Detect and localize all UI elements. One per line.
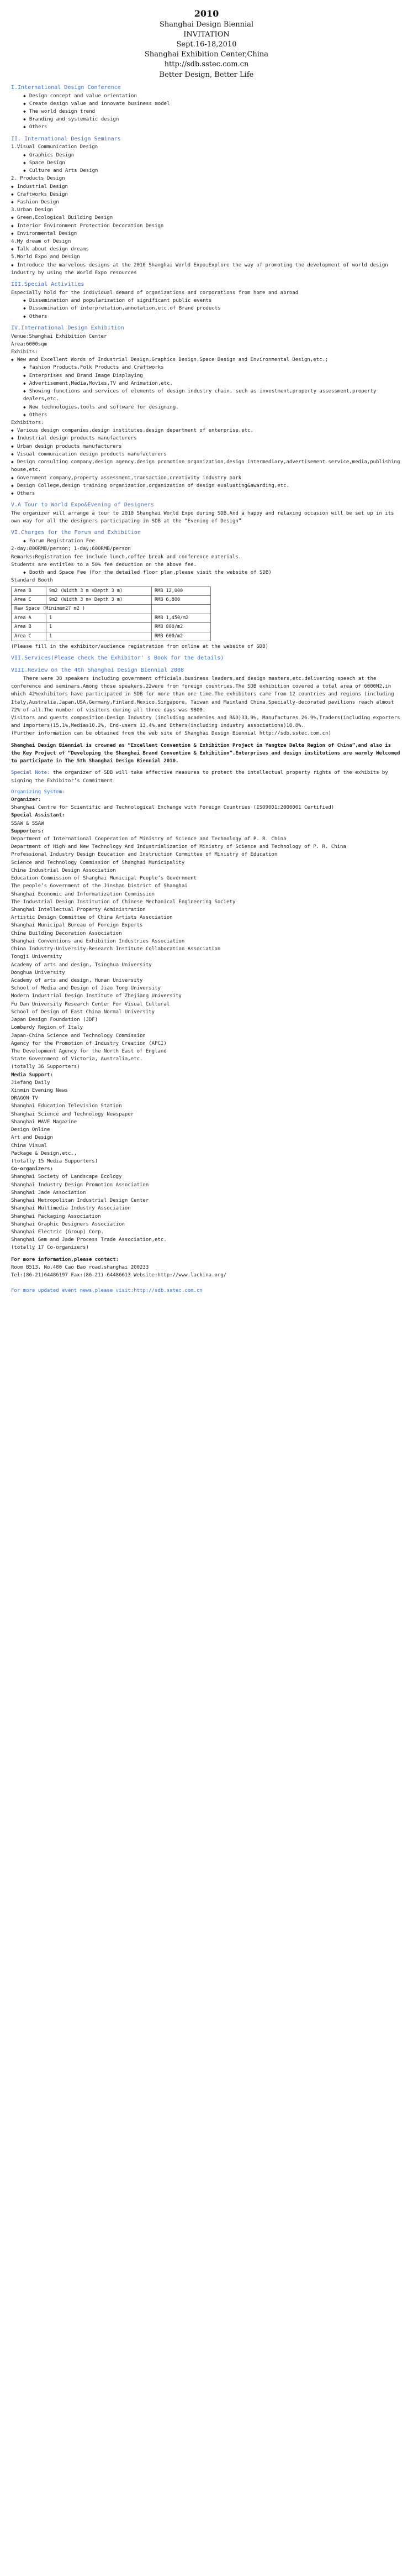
remarks-text: Remarks:Registration fee include lunch,coffee break and conference materials. (11, 554, 242, 560)
list-item: ◆ Interior Environment Protection Decoration Design (11, 222, 402, 230)
table-cell: Area B (12, 623, 46, 632)
list-item: ◆ Graphics Design (11, 151, 402, 159)
students-text: Students are entitles to a 50% fee deduction on the above fee. (11, 562, 197, 568)
list-item: ◆ Booth and Space Fee (For the detailed floor plan,please visit the website of SDB) (11, 569, 402, 577)
list-item: ◆ Enterprises and Brand Image Displaying (11, 372, 402, 380)
list-item: ◆ Dissemination of interpretation,annotation,etc.of Brand products (11, 305, 402, 312)
supporter-item: Shanghai Economic and Informatization Commission (11, 891, 155, 897)
media-item: Xinmin Evening News (11, 1088, 68, 1094)
list-item: ◆ Industrial Design (11, 183, 402, 191)
list-item: ◆ New technologies,tools and software for designing. (11, 404, 402, 411)
supporter-item: The people’s Government of the Jinshan District of Shanghai (11, 883, 188, 889)
supporter-item: Tongji University (11, 954, 62, 960)
group-title: 2. Products Design (11, 176, 65, 182)
supporter-item: Department of High and New Technology And Industrialization of Ministry of Science and Technology of P. R. China (11, 844, 346, 850)
supporter-item: China Industrial Design Association (11, 867, 116, 873)
list-item: ◆ Others (11, 411, 402, 419)
header-venue: Shanghai Exhibition Center,China (144, 50, 269, 59)
group-title: 3.Urban Design (11, 207, 53, 213)
assistant-text: SSAW & SSAW (11, 820, 44, 826)
header-year: 2010 (194, 8, 219, 19)
table-cell: RMB 600/m2 (152, 632, 211, 641)
co-organizer-item: Shanghai Society of Landscape Ecology (11, 1174, 122, 1180)
table-cell: 1 (46, 614, 152, 622)
list-item: ◆ Space Design (11, 159, 402, 167)
table-cell (152, 605, 211, 614)
table-row (12, 632, 211, 641)
list-item: ◆ Industrial design products manufacturers (11, 434, 402, 442)
supporter-item: Professional Industry Design Education and Instruction Committee of Ministry of Education (11, 852, 278, 858)
table-row (12, 605, 211, 614)
section-text: The organizer will arrange a tour to 2010 Shanghai World Expo during SDB.And a happy and relaxing occasion will be set up in its own way for all the designers participating in SDB at the “Evening of Design” (11, 510, 394, 525)
table-cell: RMB 1,450/m2 (152, 614, 211, 622)
media-item: Shanghai Science and Technology Newspaper (11, 1111, 134, 1117)
list-item: ◆ Talk about design dreams (11, 245, 402, 253)
area-text: Area:6000sqm (11, 341, 47, 347)
booth-fee-table (11, 587, 211, 642)
co-organizer-item: Shanghai Packaging Association (11, 1213, 101, 1219)
co-organizer-item: Shanghai Metropolitan Industrial Design Center (11, 1198, 149, 1204)
table-cell: RMB 12,000 (152, 587, 211, 595)
supporter-item: China Industry-University-Research Institute Collaboration Association (11, 946, 221, 952)
list-item: ◆ Fashion Design (11, 198, 402, 206)
contact-phone: Tel:(86-21)64486197 Fax:(86-21)-64486613 Website:http://www.lackina.org/ (11, 1273, 227, 1279)
contact-title: For more information,please contact: (11, 1256, 119, 1263)
co-organizer-item: (totally 17 Co-organizers) (11, 1245, 89, 1251)
section-title: Organizing System: (11, 789, 65, 795)
co-organizer-item: Shanghai Gem and Jade Process Trade Association,etc. (11, 1237, 167, 1243)
section-title: VII.Services(Please check the Exhibitor' s Book for the details) (11, 655, 224, 662)
list-item: ◆ Others (11, 123, 402, 131)
registration-note: (Please fill in the exhibitor/audience registration from online at the website of SDB) (11, 644, 268, 650)
group-title: 4.My dream of Design (11, 239, 71, 245)
list-item: ◆ Environmental Design (11, 230, 402, 238)
media-item: China Visual (11, 1143, 47, 1149)
co-organizer-item: Shanghai Multimedia Industry Association (11, 1206, 131, 1212)
section-intro: Especially hold for the individual demand of organizations and corporations from home and abroad (11, 290, 299, 296)
section-title: III.Special Activities (11, 281, 84, 288)
section-title: IV.International Design Exhibition (11, 324, 124, 331)
media-label: Media Support: (11, 1072, 53, 1078)
list-item: ◆ Green,Ecological Building Design (11, 214, 402, 222)
media-item: Shanghai WAVE Magazine (11, 1119, 77, 1125)
organizer-label: Organizer: (11, 797, 41, 803)
list-item: ◆ The world design trend (11, 108, 402, 116)
co-organizers-label: Co-organizers: (11, 1166, 53, 1172)
special-note-text: the organizer of SDB will take effective measures to protect the intellectual property rights of the exhibits by signing the Exhibitor’s Commitment (11, 770, 388, 784)
organizer-text: Shanghai Centre for Scientific and Technological Exchange with Foreign Countries (ISO9001:2000001 Certified) (11, 805, 335, 811)
contact-address: Room B513, No.480 Cao Bao road,shanghai 200233 (11, 1264, 149, 1270)
supporter-item: School of Design of East China Normal University (11, 1009, 155, 1015)
list-item: ◆ Various design companies,design institutes,design department of enterprise,etc. (11, 427, 402, 434)
exhibits-label: Exhibits: (11, 349, 38, 355)
co-organizer-item: Shanghai Electric (Group) Corp. (11, 1229, 104, 1235)
special-note (11, 769, 402, 784)
list-item: ◆ Design consulting company,design agency,design promotion organization,design intermediary,advertisement service,media,publishing house,etc. (11, 458, 402, 474)
list-item: ◆ Create design value and innovate business model (11, 100, 402, 108)
supporter-item: Fu Dan University Research Center For Visual Cultural (11, 1001, 170, 1007)
supporter-item: Science and Technology Commission of Shanghai Municipality (11, 860, 185, 866)
section-title: II. International Design Seminars (11, 135, 121, 142)
list-item: ◆ Urban design products manufacturers (11, 443, 402, 451)
section-title: VIII.Review on the 4th Shanghai Design Biennial 2008 (11, 667, 184, 674)
supporter-item: Shanghai Conventions and Exhibition Industries Association (11, 938, 185, 944)
standard-booth-label: Standard Booth (11, 578, 53, 584)
supporter-item: Lombardy Region of Italy (11, 1025, 83, 1031)
supporter-item: Donghua University (11, 970, 65, 976)
list-item: ◆ Showing functions and services of elements of design industry chain, such as investment,property assessment,property dealers,etc. (11, 388, 402, 403)
supporter-item: Academy of arts and design, Tsinghua University (11, 962, 152, 968)
media-item: (totally 15 Media Supporters) (11, 1159, 98, 1164)
media-item: Package & Design,etc., (11, 1150, 77, 1156)
supporter-item: Education Commission of Shanghai Municipal People’s Government (11, 876, 197, 882)
list-item: ◆ Others (11, 490, 402, 498)
section-title: I.International Design Conference (11, 84, 121, 91)
list-item: ◆ Fashion Products,Folk Products and Craftworks (11, 364, 402, 371)
table-cell: Raw Space (Minimum27 m2 ) (12, 605, 152, 614)
group-title: 5.World Expo and Design (11, 254, 80, 260)
review-text: There were 38 speakers including government officials,business leaders,and design masters,etc.delivering speech at the conference and seminars.Among those speakers,22were from foreign countries.The SDB exhibition covered a total area of 6000M2,in which 42%exhibitors have participated in SDB for more than one time.The exhibitors came from 12 countries and regions (including Italy,Australia,Japan,USA,Germany,Finland,Mexico,Singapore, Taiwan and Mainland China.Specially-decorated pavilions reach almost 72% of all.The number of visitors during all three days was 9800. (11, 676, 394, 713)
header-url[interactable]: http://sdb.sstec.com.cn (164, 60, 249, 69)
special-note-label: Special Note: (11, 770, 50, 776)
media-item: Jiefang Daily (11, 1080, 50, 1086)
supporters-label: Supporters: (11, 828, 44, 834)
supporter-item: School of Media and Design of Jiao Tong University (11, 986, 161, 992)
table-cell: RMB 800/m2 (152, 623, 211, 632)
list-item: ◆ Introduce the marvelous designs at the 2010 Shanghai World Expo;Explore the way of promoting the development of world design industry by using the World Expo resources (11, 261, 402, 277)
table-cell: Area C (12, 595, 46, 604)
list-item: ◆ Forum Registration Fee (11, 537, 402, 545)
list-item: ◆ Culture and Arts Design (11, 167, 402, 175)
header-event: Shanghai Design Biennial (159, 20, 254, 29)
table-cell: 9m2 (Width 3 m ×Depth 3 m) (46, 587, 152, 595)
supporter-item: Japan Design Foundation (JDF) (11, 1017, 98, 1023)
list-item: ◆ Visual communication design products manufacturers (11, 451, 402, 458)
list-item: ◆ Branding and systematic design (11, 116, 402, 123)
media-item: Shanghai Education Television Station (11, 1103, 122, 1109)
supporter-item: Academy of arts and design, Hunan University (11, 977, 143, 983)
review-paragraph (11, 675, 402, 714)
exhibitors-label: Exhibitors: (11, 420, 44, 426)
media-item: Art and Design (11, 1135, 53, 1141)
table-row (12, 614, 211, 622)
list-item: ◆ Others (11, 313, 402, 321)
co-organizer-item: Shanghai Graphic Designers Association (11, 1221, 125, 1227)
table-row (12, 587, 211, 595)
table-row (12, 623, 211, 632)
supporter-item: Agency for the Promotion of Industry Creation (APCI) (11, 1040, 167, 1046)
table-row (12, 595, 211, 604)
media-item: DRAGON TV (11, 1096, 38, 1102)
fee-text: 2-day:800RMB/person; 1-day:600RMB/person (11, 546, 131, 552)
supporter-item: China Building Decoration Association (11, 930, 122, 936)
table-cell: RMB 6,800 (152, 595, 211, 604)
table-cell: 1 (46, 632, 152, 641)
header-slogan: Better Design, Better Life (159, 70, 254, 79)
supporter-item: Japan-China Science and Technology Commission (11, 1033, 146, 1039)
list-item: ◆ Advertisement,Media,Movies,TV and Animation,etc. (11, 380, 402, 388)
list-item: ◆ Craftworks Design (11, 191, 402, 198)
assistant-label: Special Assistant: (11, 813, 65, 819)
invitation-header (11, 8, 402, 80)
supporter-item: Artistic Design Committee of China Artists Association (11, 915, 173, 921)
table-cell: 9m2 (Width 3 m× Depth 3 m) (46, 595, 152, 604)
list-item: ◆ Government company,property assessment,transaction,creativity industry park (11, 474, 402, 482)
table-cell: Area A (12, 614, 46, 622)
supporter-item: The Development Agency for the North East of England (11, 1048, 167, 1054)
venue-text: Venue:Shanghai Exhibition Center (11, 333, 107, 339)
supporter-item: The Industrial Design Institution of Chinese Mechanical Engineering Society (11, 899, 236, 905)
review-paragraph: Visitors and guests composition:Design Industry (including academies and R&D)33.9%, Manufactures 26.9%,Traders(including exporters and importers)15.1%,Medias10.2%, End-users 13.4%,and Others(including industry associations)10.8%. (11, 715, 400, 729)
review-paragraph: (Further information can be obtained from the web site of Shanghai Design Biennial http://sdb.sstec.com.cn) (11, 731, 331, 737)
co-organizer-item: Shanghai Jade Association (11, 1190, 86, 1196)
supporter-item: Shanghai Municipal Bureau of Foreign Experts (11, 923, 143, 929)
co-organizer-item: Shanghai Industry Design Promotion Association (11, 1182, 149, 1188)
media-item: Design Online (11, 1127, 50, 1133)
supporter-item: (totally 36 Supporters) (11, 1064, 80, 1070)
table-cell: Area B (12, 587, 46, 595)
header-doc: INVITATION (183, 30, 230, 39)
section-title: V.A Tour to World Expo&Evening of Designers (11, 502, 154, 509)
group-title: 1.Visual Communication Design (11, 144, 98, 150)
supporter-item: State Government of Victoria, Australia,etc. (11, 1056, 143, 1062)
list-item: ◆ New and Excellent Words of Industrial Design,Graphics Design,Space Design and Environmental Design,etc.; (11, 356, 402, 364)
table-cell: 1 (46, 623, 152, 632)
list-item: ◆ Design College,design training organization,organization of design evaluating&awarding,etc. (11, 482, 402, 490)
header-dates: Sept.16-18,2010 (176, 40, 237, 49)
honor-statement: Shanghai Design Biennial is crowned as “Excellent Convention & Exhibition Project in Yangtze Delta Region of China”,and also is the Key Project of “Developing the Shanghai Brand Convention & Exhibition”.Enterprises and design institutions are warmly Welcomed to participate in The 5th Shanghai Design Biennial 2010. (11, 742, 400, 765)
section-title: VI.Charges for the Forum and Exhibition (11, 530, 141, 536)
table-cell: Area C (12, 632, 46, 641)
list-item: ◆ Dissemination and popularization of significant public events (11, 297, 402, 305)
list-item: ◆ Design concept and value orientation (11, 92, 402, 100)
supporter-item: Shanghai Intellectual Property Administration (11, 907, 146, 913)
updates-link[interactable]: For more updated event news,please visit:http://sdb.sstec.com.cn (11, 1288, 203, 1294)
supporter-item: Department of International Cooperation of Ministry of Science and Technology of P. R. China (11, 836, 287, 842)
supporter-item: Modern Industrial Design Institute of Zhejiang University (11, 993, 182, 999)
